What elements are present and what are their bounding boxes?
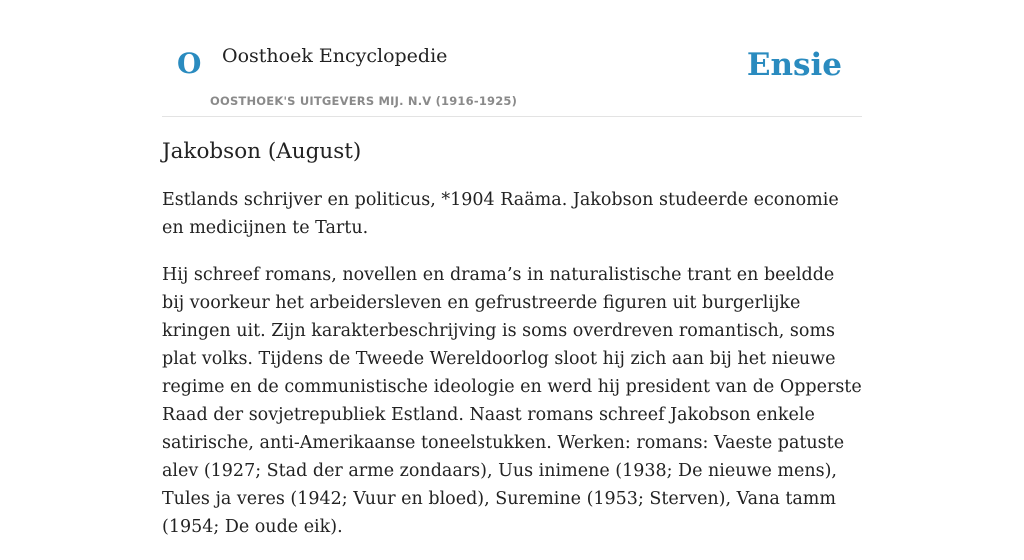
ensie-logo-link[interactable]: Ensie bbox=[746, 47, 842, 83]
work-logo-icon[interactable]: O bbox=[177, 47, 202, 80]
entry-content bbox=[162, 138, 862, 560]
entry-paragraph: Estlands schrijver en politicus, *1904 Raäma. Jakobson studeerde economie en medicijnen te Tartu. bbox=[162, 189, 839, 238]
publisher-label: OOSTHOEK'S UITGEVERS MIJ. N.V (1916-1925) bbox=[210, 94, 518, 108]
work-title-link[interactable]: Oosthoek Encyclopedie bbox=[222, 45, 448, 67]
entry-paragraph: Hij schreef romans, novellen en drama’s in naturalistische trant en beeldde bij voorkeur het arbeidersleven en gefrustreerde figuren uit burgerlijke kringen uit. Zijn karakterbeschrijving is soms overdreven romantisch, soms plat volks. Tijdens de Tweede Wereldoorlog sloot hij zich aan bij het nieuwe regime en de communistische ideologie en werd hij president van de Opperste Raad der sovjetrepubliek Estland. Naast romans schreef Jakobson enkele satirische, anti-Amerikaanse toneelstukken. Werken: romans: Vaeste patuste alev (1927; Stad der arme zondaars), Uus inimene (1938; De nieuwe mens), Tules ja veres (1942; Vuur en bloed), Suremine (1953; Sterven), Vana tamm (1954; De oude eik). bbox=[162, 264, 862, 537]
entry-title: Jakobson (August) bbox=[162, 139, 362, 164]
site-header bbox=[162, 0, 862, 117]
